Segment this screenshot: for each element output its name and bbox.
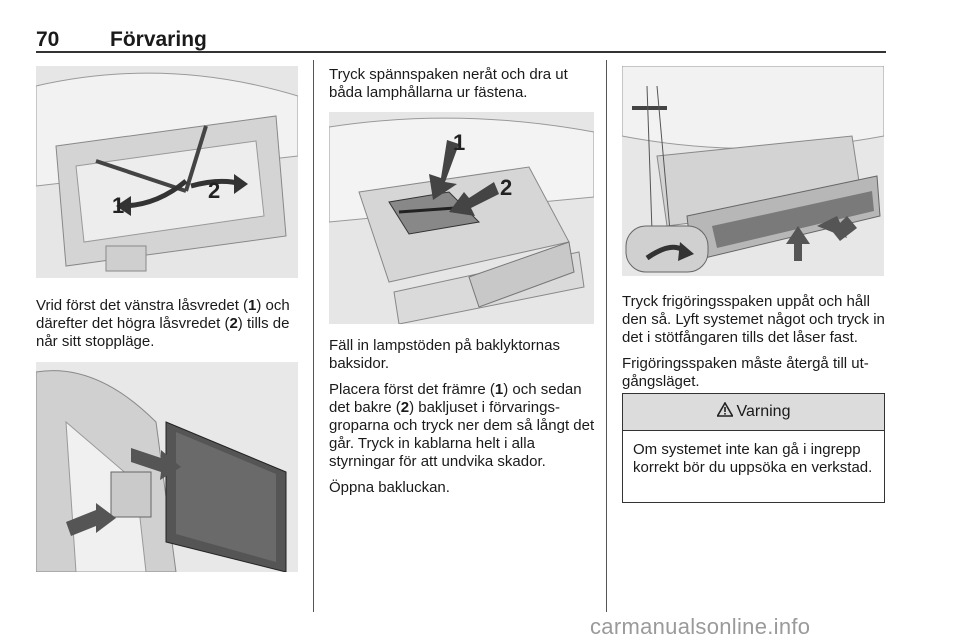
- header-rule: [36, 51, 886, 53]
- page-number: 70: [36, 28, 60, 51]
- instruction-press-lever: Tryck spännspaken neråt och dra ut båda lamphållarna ur fästena.: [329, 66, 568, 101]
- warning-box: [622, 393, 885, 503]
- figure-callout-1: 1: [453, 130, 466, 155]
- watermark: carmanualsonline.info: [590, 614, 811, 639]
- figure-lock-knobs: [36, 66, 298, 278]
- figure-lamp-holder: [36, 362, 298, 572]
- page-title: Förvaring: [110, 28, 207, 51]
- note-lever-return: Frigöringsspaken måste återgå till utgångsläget.: [622, 355, 869, 390]
- warning-triangle-icon: [717, 402, 733, 422]
- column-divider-2: [606, 60, 607, 612]
- warning-title: Varning: [736, 403, 791, 420]
- warning-header: [623, 394, 884, 431]
- instruction-lamp-steps: [329, 337, 597, 505]
- instruction-turn-knobs: Vrid först det vänstra låsvredet (1) och därefter det högra låsvredet (2) tills de når sitt stoppläge.: [36, 297, 290, 350]
- step-fold-supports: Fäll in lampstöden på baklyktornas baksidor.: [329, 337, 560, 372]
- step-place-lamps: Placera först det främre (1) och sedan det bakre (2) bakljuset i förvaringsgroparna och tryck ner dem så långt det går. Tryck in kablarna helt i alla styrningar för att undvika skador.: [329, 381, 595, 470]
- figure-callout-2: 2: [500, 175, 513, 200]
- figure-callout-2: 2: [208, 178, 221, 203]
- warning-text: Om systemet inte kan gå i ingrepp korrekt bör du uppsöka en verkstad.: [633, 441, 873, 476]
- step-open-tailgate: Öppna bakluckan.: [329, 479, 450, 496]
- step-lift-system: Tryck frigöringsspaken uppåt och håll den så. Lyft systemet något och tryck in det i stötfångaren tills det låser fast.: [622, 293, 885, 346]
- figure-callout-1: 1: [112, 193, 125, 218]
- column-divider-1: [313, 60, 314, 612]
- figure-release-lever: [622, 66, 884, 276]
- instruction-release-lever: [622, 293, 890, 399]
